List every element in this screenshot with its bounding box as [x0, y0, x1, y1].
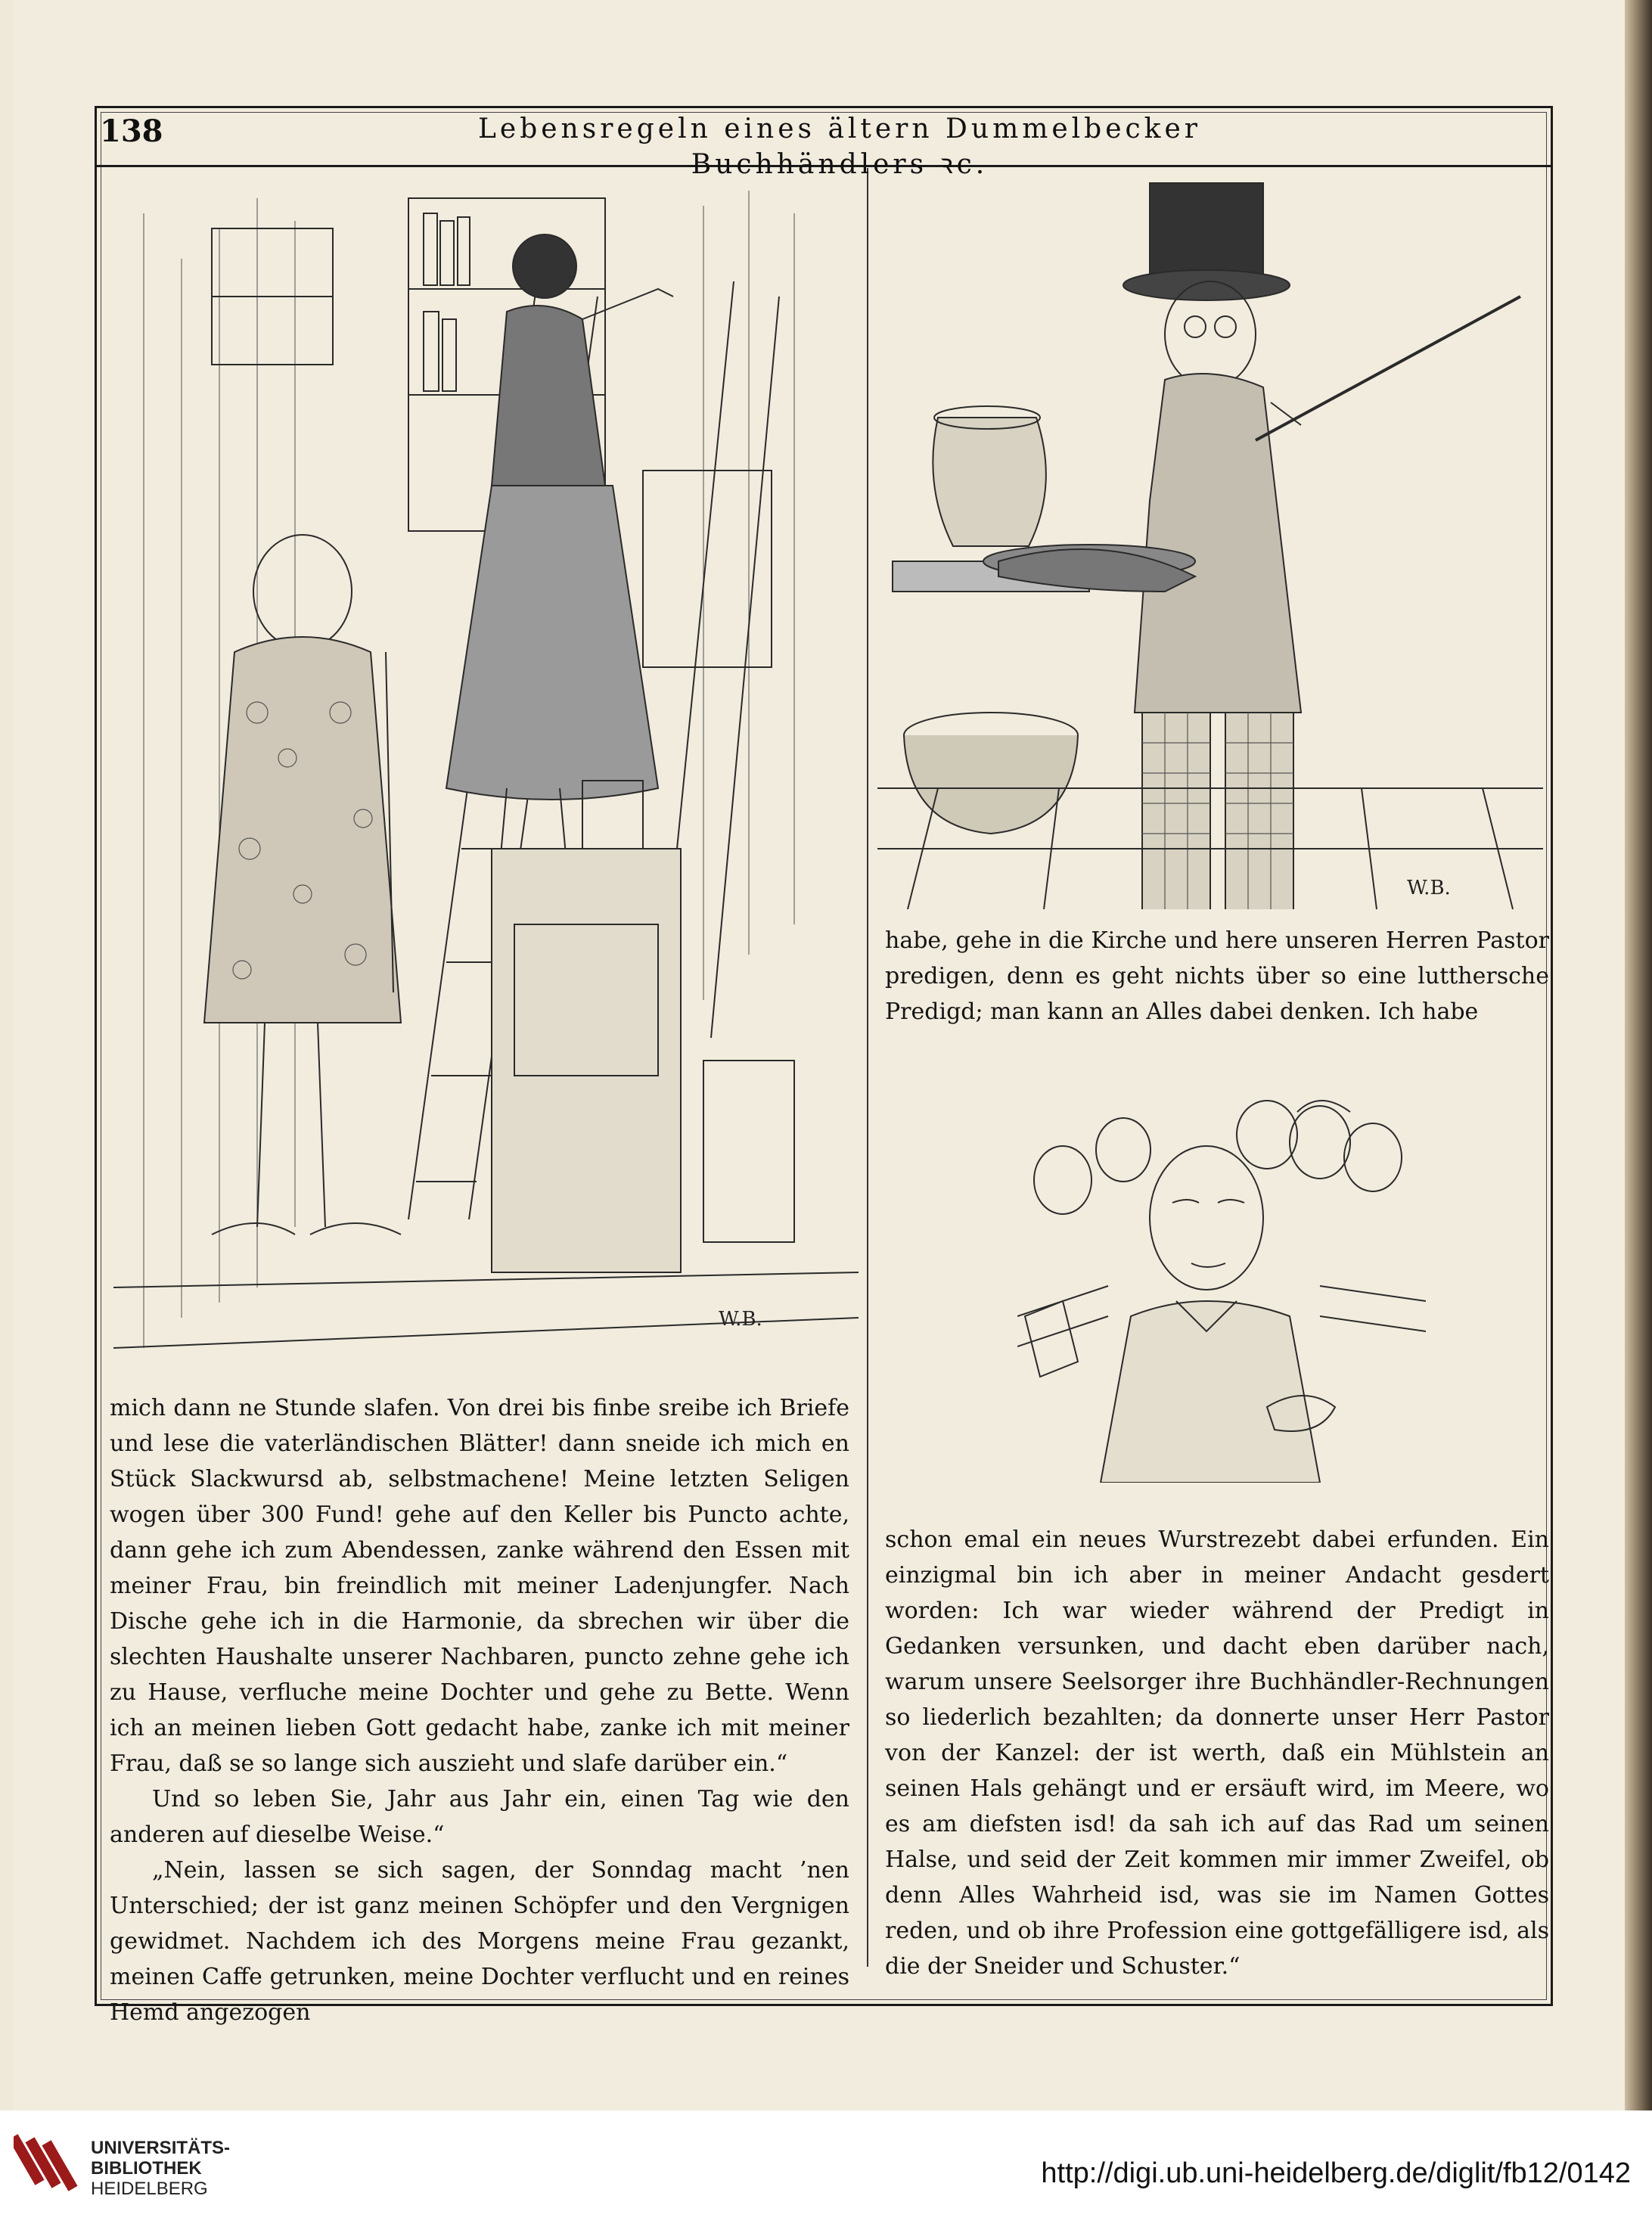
sausage-signature: W.B.	[1407, 877, 1451, 899]
sausage-illustration	[877, 168, 1543, 909]
library-name	[91, 2138, 230, 2199]
source-url-link[interactable]: http://digi.ub.uni-heidelberg.de/diglit/fb12/0142	[1041, 2157, 1631, 2189]
left-paragraph-1: mich dann ne Stunde slafen. Von drei bis finbe sreibe ich Briefe und lese die vaterländischen Blätter! dann sneide ich mich en Stück Slackwursd ab, selbstmachene! Meine letzten Seligen wogen über 300 Fund! gehe auf den Keller bis Puncto achte, dann gehe ich zum Abendessen, zanke während den Essen mit meiner Frau, bin freindlich mit meiner Ladenjungfer. Nach Dische gehe ich in die Harmonie, da sbrechen wir über die slechten Haushalte unserer Nachbaren, puncto zehne gehe ich zu Hause, verfluche meine Dochter und gehe zu Bette. Wenn ich an meinen lieben Gott gedacht habe, zanke ich mit meiner Frau, daß se so lange sich auszieht und slafe darüber ein.“	[110, 1395, 849, 1777]
university-library-logo-icon[interactable]	[14, 2126, 82, 2209]
church-illustration	[1017, 1089, 1426, 1483]
book-edge	[1625, 0, 1652, 2110]
left-column-text	[110, 1390, 849, 2030]
right-paragraph-1: habe, gehe in die Kirche und here unseren Herren Pastor predigen, denn es geht nichts über so eine lutthersche Predigd; man kann an Alles dabei denken. Ich habe	[885, 927, 1549, 1025]
running-title: Lebensregeln eines ältern Dummelbecker Buchhändlers ꝛc.	[477, 113, 1202, 180]
left-paragraph-3: „Nein, lassen se sich sagen, der Sonndag macht ’nen Unterschied; der ist ganz meinen Schöpfer und den Vergnigen gewidmet. Nachdem ich des Morgens meine Frau gezankt, meinen Caffe getrunken, meine Dochter verflucht und en reines Hemd angezogen	[110, 1857, 849, 2026]
bookshop-illustration	[113, 168, 859, 1371]
right-column-text-top	[885, 923, 1549, 1030]
column-divider	[867, 168, 868, 1967]
shop-signature: W.B.	[719, 1308, 762, 1331]
library-name-line1: UNIVERSITÄTS-	[91, 2138, 231, 2158]
library-name-line3: HEIDELBERG	[91, 2179, 208, 2199]
library-name-line2: BIBLIOTHEK	[91, 2158, 202, 2179]
right-paragraph-2: schon emal ein neues Wurstrezebt dabei erfunden. Ein einzigmal bin ich aber in meiner Andacht gesdert worden: Ich war wieder während der Predigt in Gedanken versunken, und dacht eben darüber nach, warum unsere Seelsorger ihre Buchhändler-Rechnungen so liederlich bezahlten; da donnerte unser Herr Pastor von der Kanzel: der ist werth, daß ein Mühlstein an seinen Hals gehängt und er ersäuft wird, im Meere, wo es am diefsten isd! da sah ich auf das Rad um seinen Halse, und seid der Zeit kommen mir immer Zweifel, ob denn Alles Wahrheid isd, was sie im Namen Gottes reden, und ob ihre Profession eine gottgefälligere isd, als die der Sneider und Schuster.“	[885, 1527, 1549, 1980]
right-column-text-bottom	[885, 1522, 1549, 1984]
page-number: 138	[100, 113, 163, 149]
left-paragraph-2: Und so leben Sie, Jahr aus Jahr ein, einen Tag wie den anderen auf dieselbe Weise.“	[110, 1786, 849, 1848]
